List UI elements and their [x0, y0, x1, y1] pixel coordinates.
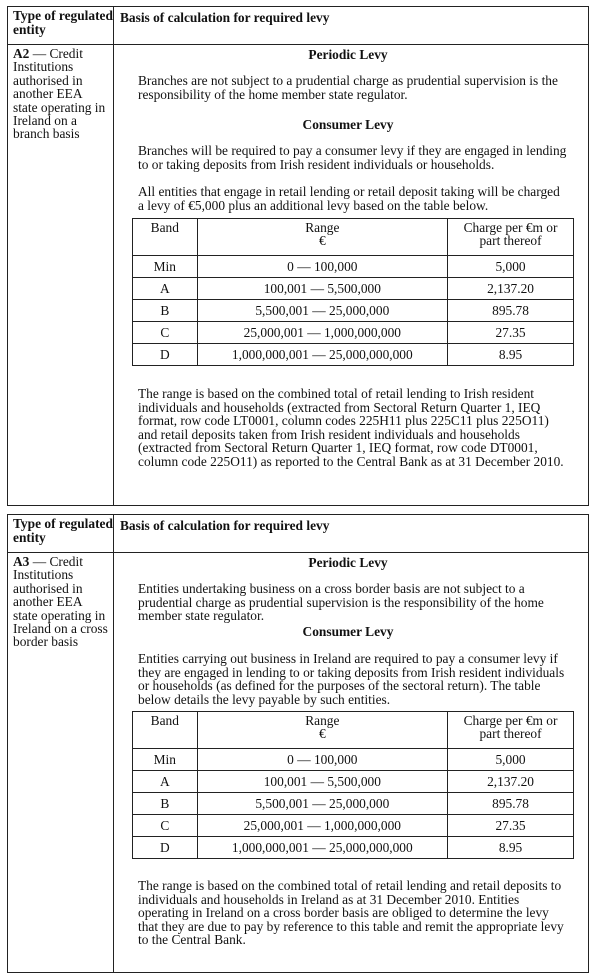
periodic-levy-text: Entities undertaking business on a cross border basis are not subject to a prudential charge as prudential supervision is the responsibility of the home member state regulator. [138, 581, 544, 624]
range-cell: 5,500,001 — 25,000,000 [197, 300, 448, 322]
range-header-unit: € [318, 233, 326, 249]
range-cell: 1,000,000,001 — 25,000,000,000 [197, 344, 448, 366]
band-cell: Min [133, 749, 198, 771]
range-cell: 0 — 100,000 [197, 256, 448, 278]
consumer-levy-text-2: All entities that engage in retail lending or retail deposit taking will be charged a levy of €5,000 plus an additional levy based on the table below. [138, 184, 560, 213]
range-basis-note: The range is based on the combined total of retail lending to Irish resident individuals and households (extracted from Sectoral Return Quarter 1, IEQ format, row code LT0001, column codes 225H11 plus 225C11 plus 225O11) and retail deposits taken from Irish resident individuals and households (extracted from Sectoral Return Quarter 1, IEQ format, row code DT0001, column code 225O11) as reported to the Central Bank as at 31 December 2010. [138, 386, 564, 469]
band-cell: D [133, 837, 198, 859]
table-row [133, 278, 574, 300]
band-cell: B [133, 793, 198, 815]
table-header [8, 7, 588, 45]
consumer-levy-title: Consumer Levy [302, 117, 394, 132]
periodic-levy-title: Periodic Levy [308, 555, 388, 570]
range-cell: 25,000,001 — 1,000,000,000 [197, 815, 448, 837]
charge-header: Charge per €m or part thereof [448, 219, 574, 256]
charge-cell: 27.35 [448, 815, 574, 837]
range-header-unit: € [318, 726, 326, 742]
table-row [133, 815, 574, 837]
levy-block-a2 [7, 6, 589, 506]
range-header [197, 712, 448, 749]
entity-code: A3 [13, 554, 30, 569]
table-row [133, 837, 574, 859]
type-header: Type of regulated entity [13, 516, 113, 545]
entity-type [13, 47, 109, 141]
entity-type [13, 555, 109, 649]
charge-cell: 27.35 [448, 322, 574, 344]
entity-description: — Credit Institutions authorised in another EEA state operating in Ireland on a cross border basis [13, 554, 108, 650]
range-header [197, 219, 448, 256]
range-cell: 5,500,001 — 25,000,000 [197, 793, 448, 815]
column-divider [113, 7, 114, 505]
type-header: Type of regulated entity [13, 8, 113, 37]
range-cell: 0 — 100,000 [197, 749, 448, 771]
levy-band-table [132, 711, 574, 859]
band-header: Band [133, 219, 198, 256]
band-cell: C [133, 322, 198, 344]
range-basis-note: The range is based on the combined total of retail lending and retail deposits to individuals and households in Ireland as at 31 December 2010. Entities operating in Ireland on a cross border basis are obliged to determine the levy that they are due to pay by reference to this table and remit the appropriate levy to the Central Bank. [138, 878, 564, 948]
charge-cell: 5,000 [448, 749, 574, 771]
consumer-levy-text: Branches will be required to pay a consumer levy if they are engaged in lending to or taking deposits from Irish resident individuals or households. [138, 143, 567, 172]
table-row [133, 300, 574, 322]
range-cell: 100,001 — 5,500,000 [197, 278, 448, 300]
charge-cell: 8.95 [448, 837, 574, 859]
charge-cell: 8.95 [448, 344, 574, 366]
table-row [133, 344, 574, 366]
basis-header: Basis of calculation for required levy [120, 518, 330, 533]
entity-description: — Credit Institutions authorised in another EEA state operating in Ireland on a branch basis [13, 46, 106, 142]
range-header-label: Range [305, 220, 340, 235]
band-cell: Min [133, 256, 198, 278]
periodic-levy-text: Branches are not subject to a prudential charge as prudential supervision is the responsibility of the home member state regulator. [138, 73, 558, 102]
table-row [133, 793, 574, 815]
consumer-levy-title: Consumer Levy [302, 624, 394, 639]
charge-header: Charge per €m or part thereof [448, 712, 574, 749]
charge-cell: 895.78 [448, 793, 574, 815]
charge-cell: 2,137.20 [448, 771, 574, 793]
basis-header: Basis of calculation for required levy [120, 10, 330, 25]
consumer-levy-text: Entities carrying out business in Ireland are required to pay a consumer levy if they are engaged in lending to or taking deposits from Irish resident individuals or households (as defined for the purposes of the sectoral return). The table below details the levy payable by such entities. [138, 651, 565, 707]
table-row [133, 322, 574, 344]
levy-table-header [133, 712, 574, 749]
periodic-levy-title: Periodic Levy [308, 47, 388, 62]
levy-table-header [133, 219, 574, 256]
levy-block-a3 [7, 514, 589, 973]
band-cell: C [133, 815, 198, 837]
entity-code: A2 [13, 46, 30, 61]
table-row [133, 256, 574, 278]
table-row [133, 749, 574, 771]
table-row [133, 771, 574, 793]
range-cell: 25,000,001 — 1,000,000,000 [197, 322, 448, 344]
levy-band-table [132, 218, 574, 366]
charge-cell: 2,137.20 [448, 278, 574, 300]
range-cell: 1,000,000,001 — 25,000,000,000 [197, 837, 448, 859]
range-cell: 100,001 — 5,500,000 [197, 771, 448, 793]
charge-cell: 5,000 [448, 256, 574, 278]
band-cell: D [133, 344, 198, 366]
band-cell: A [133, 278, 198, 300]
column-divider [113, 515, 114, 972]
range-header-label: Range [305, 713, 340, 728]
band-header: Band [133, 712, 198, 749]
table-header [8, 515, 588, 553]
charge-cell: 895.78 [448, 300, 574, 322]
band-cell: A [133, 771, 198, 793]
band-cell: B [133, 300, 198, 322]
